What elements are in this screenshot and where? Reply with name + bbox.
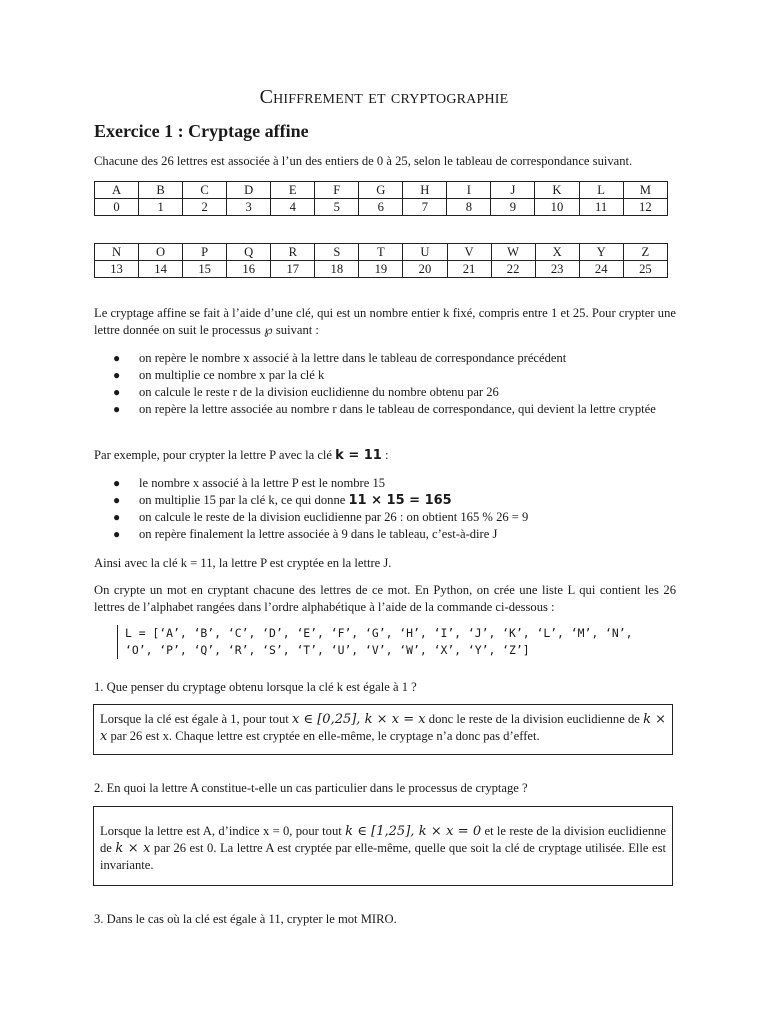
code-line: L = [‘A’, ‘B’, ‘C’, ‘D’, ‘E’, ‘F’, ‘G’, ‘H’, ‘I’, ‘J’, ‘K’, ‘L’, ‘M’, ‘N’,: [125, 626, 633, 640]
correspondence-table-2: [94, 243, 668, 278]
number-cell: 15: [183, 261, 227, 278]
letter-cell: E: [271, 182, 315, 199]
example-key-math: k = 11: [335, 448, 382, 463]
answer-text: Lorsque la clé est égale à 1, pour tout: [100, 712, 292, 726]
answer-box-1: [93, 704, 673, 755]
letter-cell: P: [183, 244, 227, 261]
number-cell: 23: [535, 261, 579, 278]
letter-cell: Z: [623, 244, 667, 261]
letter-cell: X: [535, 244, 579, 261]
number-cell: 1: [139, 199, 183, 216]
correspondence-table-1: [94, 181, 668, 216]
number-cell: 19: [359, 261, 403, 278]
answer-math: x ∈ [0,25], k × x = x: [291, 712, 426, 727]
number-cell: 22: [491, 261, 535, 278]
bullet-icon: ●: [113, 402, 121, 416]
list-item: [94, 401, 676, 418]
letter-cell: U: [403, 244, 447, 261]
bullet-icon: ●: [113, 493, 121, 507]
python-paragraph: On crypte un mot en cryptant chacune des lettres de ce mot. En Python, on crée une liste L qui contient les 26 lettres de l’alphabet rangées dans l’ordre alphabétique à l’aide de la commande ci-dessous :: [94, 583, 676, 614]
page-title-text: Chiffrement et cryptographie: [259, 86, 509, 108]
letter-cell: H: [403, 182, 447, 199]
list-item-text: on repère finalement la lettre associée à 9 dans le tableau, c’est-à-dire J: [139, 527, 498, 541]
letter-cell: I: [447, 182, 491, 199]
answer-box-2: [93, 806, 673, 886]
list-item: [94, 384, 676, 401]
code-line: ‘O’, ‘P’, ‘Q’, ‘R’, ‘S’, ‘T’, ‘U’, ‘V’, ‘W’, ‘X’, ‘Y’, ‘Z’]: [125, 643, 530, 657]
list-item-text: on calcule le reste de la division euclidienne par 26 : on obtient 165 % 26 = 9: [139, 510, 529, 524]
exercise-heading: Exercice 1 : Cryptage affine: [94, 121, 309, 141]
example-intro-end: :: [381, 448, 389, 462]
number-cell: 4: [271, 199, 315, 216]
letter-cell: Y: [579, 244, 623, 261]
bullet-icon: ●: [113, 351, 121, 365]
answer-math: k × x: [115, 841, 151, 856]
answer-text: donc le reste de la division euclidienne de: [425, 712, 644, 726]
list-item-text: on repère le nombre x associé à la lettre dans le tableau de correspondance précédent: [139, 351, 567, 365]
letter-cell: F: [315, 182, 359, 199]
list-item: [94, 492, 676, 509]
list-item: [94, 350, 676, 367]
table-row-letters: [95, 244, 668, 261]
table-row-numbers: [95, 199, 668, 216]
number-cell: 9: [491, 199, 535, 216]
list-item: [94, 367, 676, 384]
letter-cell: R: [271, 244, 315, 261]
answer-text: par 26 est 0. La lettre A est cryptée par elle-même, quelle que soit la clé de cryptage utilisée. Elle est invariante.: [100, 841, 666, 872]
list-item: [94, 526, 676, 543]
list-item: [94, 475, 676, 492]
answer-text: et le reste de la division euclidienne de: [100, 824, 666, 855]
list-item-text: on repère la lettre associée au nombre r dans le tableau de correspondance, qui devient la lettre cryptée: [139, 402, 656, 416]
number-cell: 7: [403, 199, 447, 216]
bullet-icon: ●: [113, 476, 121, 490]
question-2: 2. En quoi la lettre A constitue-t-elle un cas particulier dans le processus de cryptage ?: [94, 781, 528, 795]
example-intro-text: Par exemple, pour crypter la lettre P avec la clé: [94, 448, 336, 462]
letter-cell: D: [227, 182, 271, 199]
list-item-text: on multiplie 15 par la clé k, ce qui donne: [139, 493, 349, 507]
letter-cell: V: [447, 244, 491, 261]
number-cell: 11: [579, 199, 623, 216]
letter-cell: B: [139, 182, 183, 199]
number-cell: 13: [95, 261, 139, 278]
letter-cell: K: [535, 182, 579, 199]
number-cell: 20: [403, 261, 447, 278]
letter-cell: J: [491, 182, 535, 199]
number-cell: 10: [535, 199, 579, 216]
bullet-icon: ●: [113, 385, 121, 399]
letter-cell: N: [95, 244, 139, 261]
number-cell: 17: [271, 261, 315, 278]
letter-cell: G: [359, 182, 403, 199]
letter-cell: M: [623, 182, 667, 199]
example-conclusion: Ainsi avec la clé k = 11, la lettre P est cryptée en la lettre J.: [94, 556, 392, 570]
process-paragraph: Le cryptage affine se fait à l’aide d’une clé, qui est un nombre entier k fixé, compris entre 1 et 25. Pour crypter une lettre donnée on suit le processus ℘ suivant :: [94, 306, 676, 337]
letter-cell: S: [315, 244, 359, 261]
python-code-block: [117, 625, 685, 659]
letter-cell: L: [579, 182, 623, 199]
answer-math: k ∈ [1,25], k × x = 0: [345, 824, 482, 839]
list-item-text: on multiplie ce nombre x par la clé k: [139, 368, 325, 382]
letter-cell: C: [183, 182, 227, 199]
example-intro: [94, 447, 676, 464]
question-3: 3. Dans le cas où la clé est égale à 11, crypter le mot MIRO.: [94, 912, 397, 926]
list-item: [94, 509, 676, 526]
bullet-icon: ●: [113, 368, 121, 382]
number-cell: 16: [227, 261, 271, 278]
list-item-text: on calcule le reste r de la division euclidienne du nombre obtenu par 26: [139, 385, 499, 399]
number-cell: 6: [359, 199, 403, 216]
answer-text: Lorsque la lettre est A, d’indice x = 0, pour tout: [100, 824, 346, 838]
answer-text: par 26 est x. Chaque lettre est cryptée en elle-même, le cryptage n’a donc pas d’effet.: [107, 729, 540, 743]
table-row-letters: [95, 182, 668, 199]
question-1: 1. Que penser du cryptage obtenu lorsque la clé k est égale à 1 ?: [94, 680, 417, 694]
bullet-icon: ●: [113, 510, 121, 524]
bullet-icon: ●: [113, 527, 121, 541]
page-title: [0, 86, 768, 109]
number-cell: 12: [623, 199, 667, 216]
number-cell: 14: [139, 261, 183, 278]
number-cell: 0: [95, 199, 139, 216]
multiplication-math: 11 × 15 = 165: [348, 493, 452, 508]
process-steps-list: [94, 350, 676, 418]
number-cell: 24: [579, 261, 623, 278]
table-row-numbers: [95, 261, 668, 278]
example-steps-list: [94, 475, 676, 543]
intro-paragraph: Chacune des 26 lettres est associée à l’un des entiers de 0 à 25, selon le tableau de correspondance suivant.: [94, 154, 633, 168]
number-cell: 8: [447, 199, 491, 216]
letter-cell: A: [95, 182, 139, 199]
number-cell: 21: [447, 261, 491, 278]
number-cell: 2: [183, 199, 227, 216]
letter-cell: Q: [227, 244, 271, 261]
letter-cell: W: [491, 244, 535, 261]
number-cell: 18: [315, 261, 359, 278]
answer-math: k × x: [100, 712, 666, 744]
letter-cell: O: [139, 244, 183, 261]
letter-cell: T: [359, 244, 403, 261]
number-cell: 3: [227, 199, 271, 216]
list-item-text: le nombre x associé à la lettre P est le nombre 15: [139, 476, 386, 490]
number-cell: 5: [315, 199, 359, 216]
number-cell: 25: [623, 261, 667, 278]
